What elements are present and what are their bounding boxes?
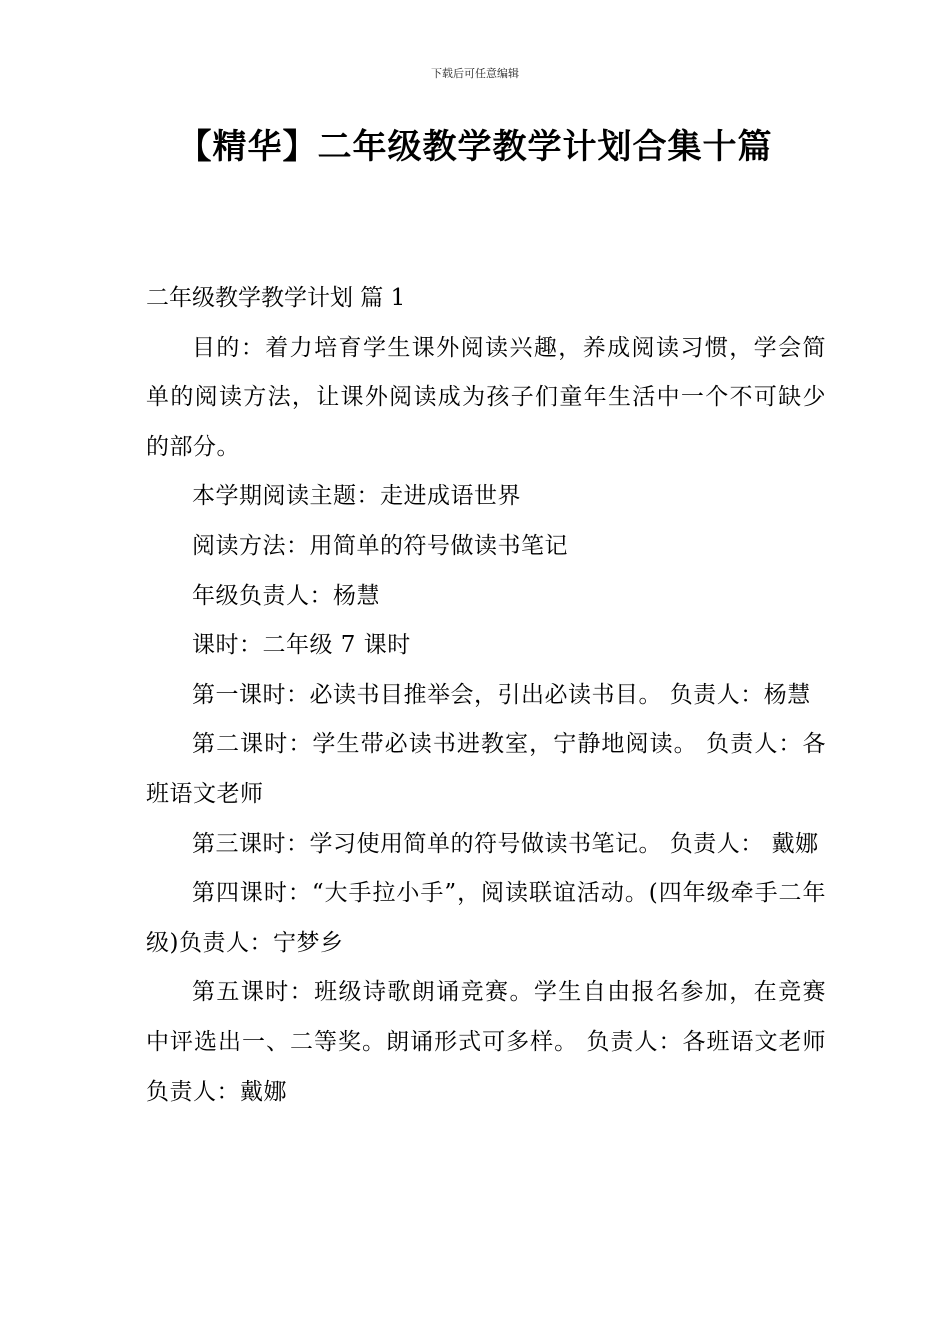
paragraph-lesson-5: 第五课时：班级诗歌朗诵竞赛。学生自由报名参加，在竞赛中评选出一、二等奖。朗诵形式可多样。 负责人：各班语文老师 负责人：戴娜 <box>146 979 826 1105</box>
paragraph-lesson-1: 第一课时：必读书目推举会，引出必读书目。 负责人：杨慧 <box>192 681 811 708</box>
paragraph-lesson-2: 第二课时：学生带必读书进教室，宁静地阅读。 负责人：各班语文老师 <box>146 731 826 807</box>
paragraph-lesson-3: 第三课时：学习使用简单的符号做读书笔记。 负责人： 戴娜 <box>192 830 819 857</box>
document-body <box>146 274 826 1117</box>
paragraph-grade-lead: 年级负责人：杨慧 <box>192 582 380 609</box>
paragraph-class-hours: 课时：二年级 7 课时 <box>192 632 411 659</box>
paragraph-reading-theme: 本学期阅读主题：走进成语世界 <box>192 483 521 510</box>
paragraph-purpose: 目的：着力培育学生课外阅读兴趣，养成阅读习惯，学会简单的阅读方法，让课外阅读成为孩子们童年生活中一个不可缺少的部分。 <box>146 334 826 460</box>
paragraph-lesson-4: 第四课时：“大手拉小手”，阅读联谊活动。(四年级牵手二年级)负责人：宁梦乡 <box>146 880 826 956</box>
header-note: 下载后可任意编辑 <box>431 67 519 80</box>
paragraph-reading-method: 阅读方法：用简单的符号做读书笔记 <box>192 532 568 559</box>
document-title: 【精华】二年级教学教学计划合集十篇 <box>177 127 773 167</box>
section-heading: 二年级教学教学计划 篇 1 <box>146 285 406 311</box>
